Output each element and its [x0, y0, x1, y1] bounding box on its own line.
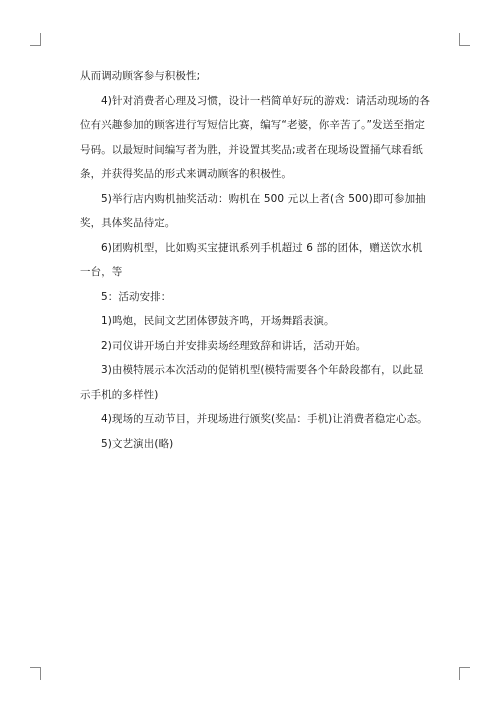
paragraph-item-4-game: 4)针对消费者心理及习惯，设计一档简单好玩的游戏：请活动现场的各位有兴趣参加的顾客进行写短信比赛，编写“老婆，你辛苦了。”发送至指定号码。以最短时间编写者为胜，并设置其奖品;或者在现场设置捅气球看纸条，并获得奖品的形式来调动顾客的积极性。 — [80, 94, 430, 180]
crop-mark-top-right — [459, 33, 470, 46]
crop-mark-top-left — [30, 33, 41, 46]
crop-mark-bottom-right — [459, 667, 470, 680]
paragraph-continuation: 从而调动顾客参与积极性; — [80, 70, 201, 82]
paragraph-item-5-lottery: 5)举行店内购机抽奖活动：购机在 500 元以上者(含 500)即可参加抽奖，具体奖品待定。 — [80, 192, 426, 229]
paragraph-schedule-5: 5)文艺演出(略) — [101, 437, 174, 450]
paragraph-schedule-3: 3)由模特展示本次活动的促销机型(模特需要各个年龄段都有，以此显示手机的多样性) — [80, 364, 424, 401]
document-body — [80, 64, 432, 456]
paragraph-schedule-2: 2)司仪讲开场白并安排卖场经理致辞和讲话，活动开始。 — [101, 339, 367, 352]
crop-mark-bottom-left — [30, 667, 41, 680]
paragraph-schedule-1: 1)鸣炮，民间文艺团体锣鼓齐鸣，开场舞蹈表演。 — [101, 315, 335, 327]
section-heading-schedule: 5：活动安排： — [101, 290, 172, 303]
paragraph-item-6-group-buy: 6)团购机型，比如购买宝捷讯系列手机超过 6 部的团体，赠送饮水机一台，等 — [80, 241, 423, 278]
paragraph-schedule-4: 4)现场的互动节目，并现场进行颁奖(奖品：手机)让消费者稳定心态。 — [101, 413, 428, 425]
